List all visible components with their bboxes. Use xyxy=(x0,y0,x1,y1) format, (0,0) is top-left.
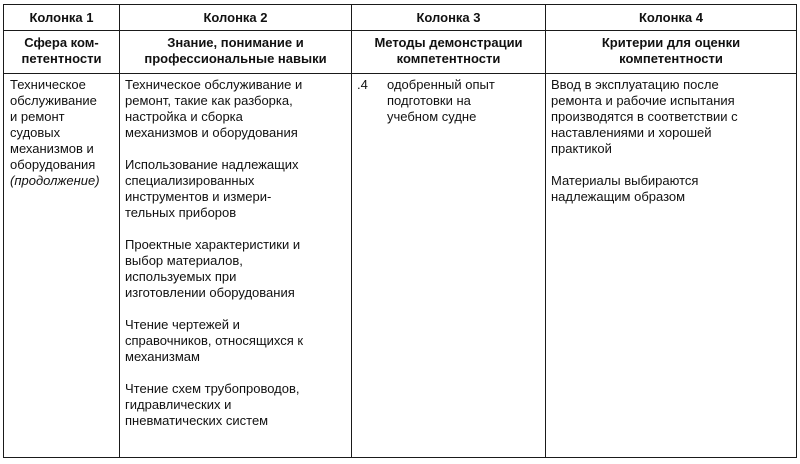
method-item xyxy=(357,77,539,125)
criteria-item: Материалы выбираются надлежащим образом xyxy=(551,173,699,204)
column-heading-row xyxy=(4,31,797,74)
column-number-row xyxy=(4,5,797,31)
column-2-heading: Знание, понимание и профессиональные навыки xyxy=(120,31,352,74)
knowledge-item: Использование надлежащих специализированных инструментов и измери- тельных приборов xyxy=(125,157,299,220)
knowledge-item: Чтение схем трубопроводов, гидравлических и пневматических систем xyxy=(125,381,300,428)
knowledge-cell xyxy=(120,74,352,458)
knowledge-item: Чтение чертежей и справочников, относящихся к механизмам xyxy=(125,317,304,364)
content-row xyxy=(4,74,797,458)
knowledge-item: Проектные характеристики и выбор материалов, используемых при изготовлении оборудования xyxy=(125,237,301,300)
method-number: .4 xyxy=(357,77,368,92)
competence-text: Техническое обслуживание и ремонт судовых механизмов и оборудования xyxy=(10,77,97,172)
column-1-heading: Сфера ком- петентности xyxy=(4,31,120,74)
criteria-item: Ввод в эксплуатацию после ремонта и рабочие испытания производятся в соответствии с наставлениями и хорошей практикой xyxy=(551,77,738,156)
column-4-number: Колонка 4 xyxy=(546,5,797,31)
competence-note: (продолжение) xyxy=(10,173,100,188)
column-4-heading: Критерии для оценки компетентности xyxy=(546,31,797,74)
column-2-number: Колонка 2 xyxy=(120,5,352,31)
column-1-number: Колонка 1 xyxy=(4,5,120,31)
method-cell xyxy=(352,74,546,458)
competence-cell xyxy=(4,74,120,458)
method-text: одобренный опыт подготовки на учебном судне xyxy=(387,77,495,124)
knowledge-item: Техническое обслуживание и ремонт, такие как разборка, настройка и сборка механизмов и оборудования xyxy=(125,77,303,140)
criteria-cell xyxy=(546,74,797,458)
competence-table xyxy=(3,4,797,458)
column-3-heading: Методы демонстрации компетентности xyxy=(352,31,546,74)
column-3-number: Колонка 3 xyxy=(352,5,546,31)
